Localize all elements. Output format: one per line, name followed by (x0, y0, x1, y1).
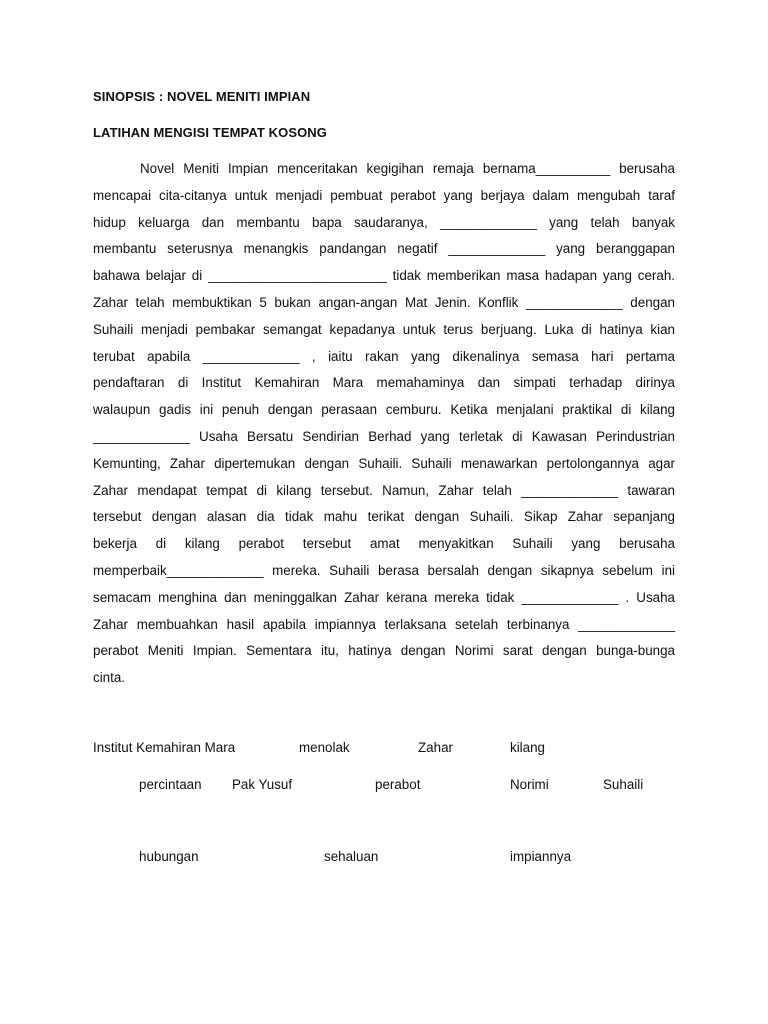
passage-line: Zahar mendapat tempat di kilang tersebut. Namun, Zahar telah _____________ tawaran (93, 482, 675, 498)
passage-line: pendaftaran di Institut Kemahiran Mara memahaminya dan simpati terhadap dirinya (93, 375, 675, 391)
passage-line: terubat apabila _____________ , iaitu rakan yang dikenalinya semasa hari pertama (93, 348, 675, 364)
word-bank-item: menolak (299, 740, 350, 755)
passage-line: Novel Meniti Impian menceritakan kegigihan remaja bernama__________ berusaha (140, 161, 675, 176)
word-bank-item: hubungan (139, 849, 199, 864)
passage-line: Kemunting, Zahar dipertemukan dengan Suhaili. Suhaili menawarkan pertolongannya agar (93, 455, 675, 471)
word-bank-item: impiannya (510, 849, 572, 864)
passage-line: Suhaili menjadi pembakar semangat kepadanya untuk terus berjuang. Luka di hatinya kian (93, 321, 675, 337)
passage-line: walaupun gadis ini penuh dengan perasaan cemburu. Ketika menjalani praktikal di kilang (93, 402, 675, 418)
word-bank-item: perabot (375, 777, 421, 792)
passage-line: tersebut dengan alasan dia tidak mahu terikat dengan Suhaili. Sikap Zahar sepanjang (93, 509, 675, 525)
exercise-heading: LATIHAN MENGISI TEMPAT KOSONG (93, 125, 328, 140)
passage-line: memperbaik_____________ mereka. Suhaili berasa bersalah dengan sikapnya sebelum ini (93, 562, 675, 578)
passage-line: semacam menghina dan meninggalkan Zahar kerana mereka tidak _____________ . Usaha (93, 589, 675, 605)
word-bank-item: Norimi (510, 777, 549, 792)
word-bank-item: Institut Kemahiran Mara (93, 740, 236, 755)
passage-line: bekerja di kilang perabot tersebut amat menyakitkan Suhaili yang berusaha (93, 536, 675, 552)
passage-line: cinta. (93, 670, 126, 686)
word-bank-item: Suhaili (603, 777, 644, 792)
passage-line: Zahar telah membuktikan 5 bukan angan-angan Mat Jenin. Konflik _____________ dengan (93, 294, 675, 310)
passage-line: hidup keluarga dan membantu bapa saudaranya, _____________ yang telah banyak (93, 214, 675, 230)
document-title: SINOPSIS : NOVEL MENITI IMPIAN (93, 89, 311, 104)
passage-line: mencapai cita-citanya untuk menjadi pembuat perabot yang berjaya dalam mengubah taraf (93, 187, 675, 203)
word-bank-item: sehaluan (324, 849, 379, 864)
word-bank-item: Zahar (418, 740, 453, 755)
word-bank-item: kilang (510, 740, 545, 755)
passage-line: Zahar membuahkan hasil apabila impiannya terlaksana setelah terbinanya _____________ (93, 616, 675, 632)
synopsis-passage (93, 156, 675, 692)
word-bank-item: Pak Yusuf (232, 777, 293, 792)
passage-line: perabot Meniti Impian. Sementara itu, hatinya dengan Norimi sarat dengan bunga-bunga (93, 643, 675, 659)
passage-line: _____________ Usaha Bersatu Sendirian Berhad yang terletak di Kawasan Perindustrian (93, 428, 675, 444)
word-bank-item: percintaan (139, 777, 202, 792)
passage-line: bahawa belajar di ________________________ tidak memberikan masa hadapan yang cerah. (93, 268, 675, 284)
passage-line: membantu seterusnya menangkis pandangan negatif _____________ yang beranggapan (93, 241, 675, 257)
